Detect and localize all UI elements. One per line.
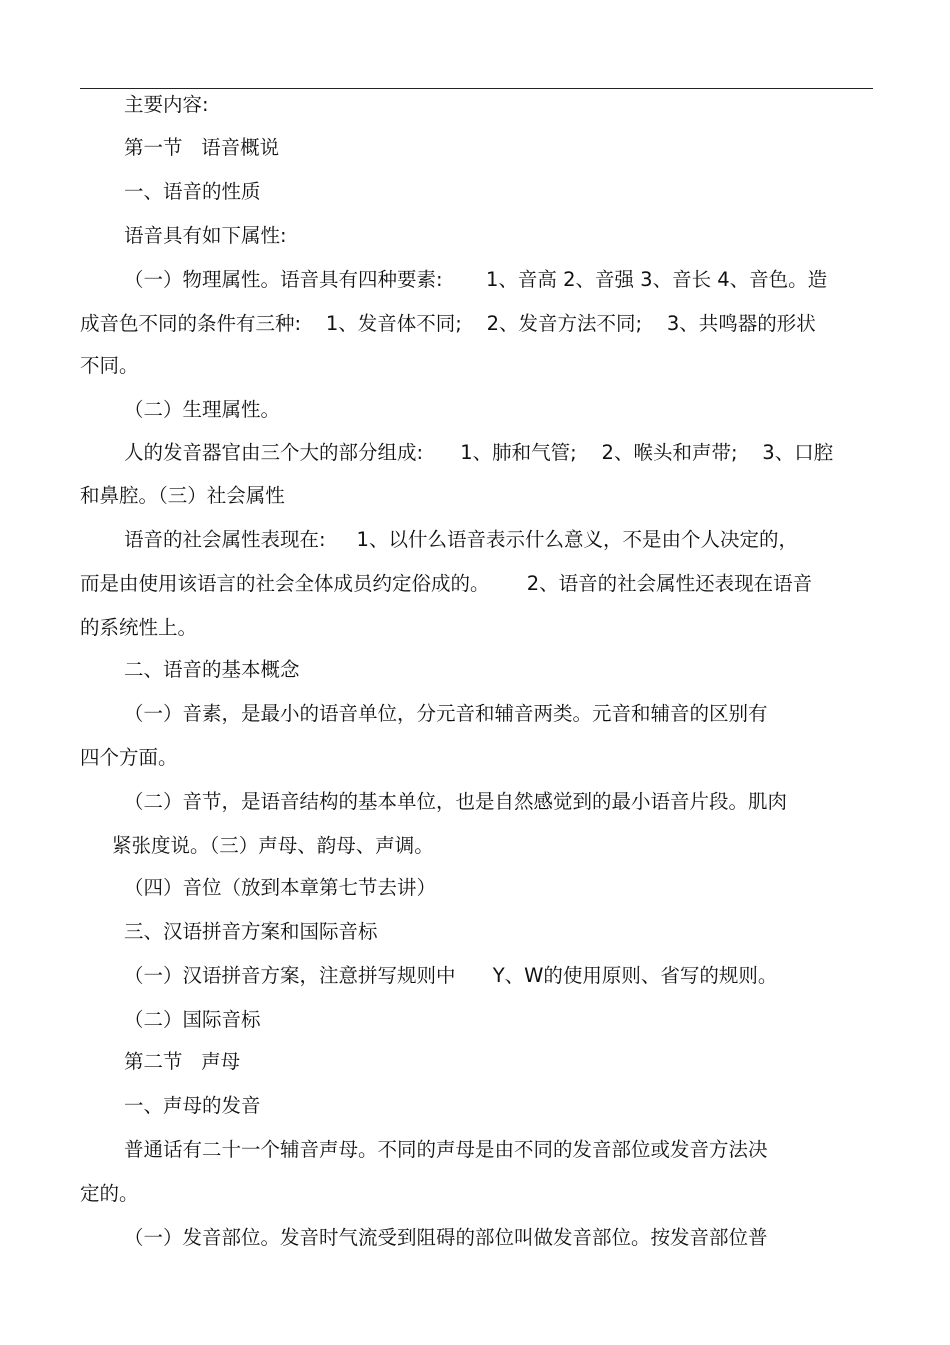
line-heading: 一、语音的性质 [124,180,261,203]
line-text: 普通话有二十一个辅音声母。不同的声母是由不同的发音部位或发音方法决 [124,1138,768,1161]
line-heading: 一、声母的发音 [124,1094,261,1117]
line-text: （二）音节，是语音结构的基本单位，也是自然感觉到的最小语音片段。肌肉 [124,790,788,813]
line-text: （一）音素，是最小的语音单位，分元音和辅音两类。元音和辅音的区别有 [124,702,768,725]
line-text: （一）汉语拼音方案，注意拼写规则中 Y、W的使用原则、省写的规则。 [124,964,778,987]
line-text: 紧张度说。（三）声母、韵母、声调。 [112,834,434,857]
line-heading: 三、汉语拼音方案和国际音标 [124,920,378,943]
line-text: 语音具有如下属性: [124,224,287,247]
line-main-content: 主要内容: [124,93,209,116]
line-section-1: 第一节 语音概说 [124,136,280,159]
line-text: （二）国际音标 [124,1008,261,1031]
line-text: 而是由使用该语言的社会全体成员约定俗成的。 2、语音的社会属性还表现在语音 [80,572,813,595]
line-text: 和鼻腔。（三）社会属性 [80,484,285,507]
line-text: 的系统性上。 [80,616,198,639]
line-text: 语音的社会属性表现在: 1、以什么语音表示什么意义，不是由个人决定的， [124,528,798,551]
line-heading: 二、语音的基本概念 [124,658,300,681]
line-section-2: 第二节 声母 [124,1050,241,1073]
line-text: （二）生理属性。 [124,398,281,421]
line-text: 成音色不同的条件有三种: 1、发音体不同; 2、发音方法不同; 3、共鸣器的形状 [80,312,816,335]
line-text: （四）音位（放到本章第七节去讲） [124,876,437,899]
header-rule [80,88,873,89]
line-text: 定的。 [80,1182,139,1205]
line-text: 不同。 [80,354,139,377]
line-text: 四个方面。 [80,746,178,769]
line-text: （一）物理属性。语音具有四种要素: 1、音高 2、音强 3、音长 4、音色。造 [124,268,828,291]
line-text: （一）发音部位。发音时气流受到阻碍的部位叫做发音部位。按发音部位普 [124,1226,768,1249]
line-text: 人的发音器官由三个大的部分组成: 1、肺和气管; 2、喉头和声带; 3、口腔 [124,441,834,464]
